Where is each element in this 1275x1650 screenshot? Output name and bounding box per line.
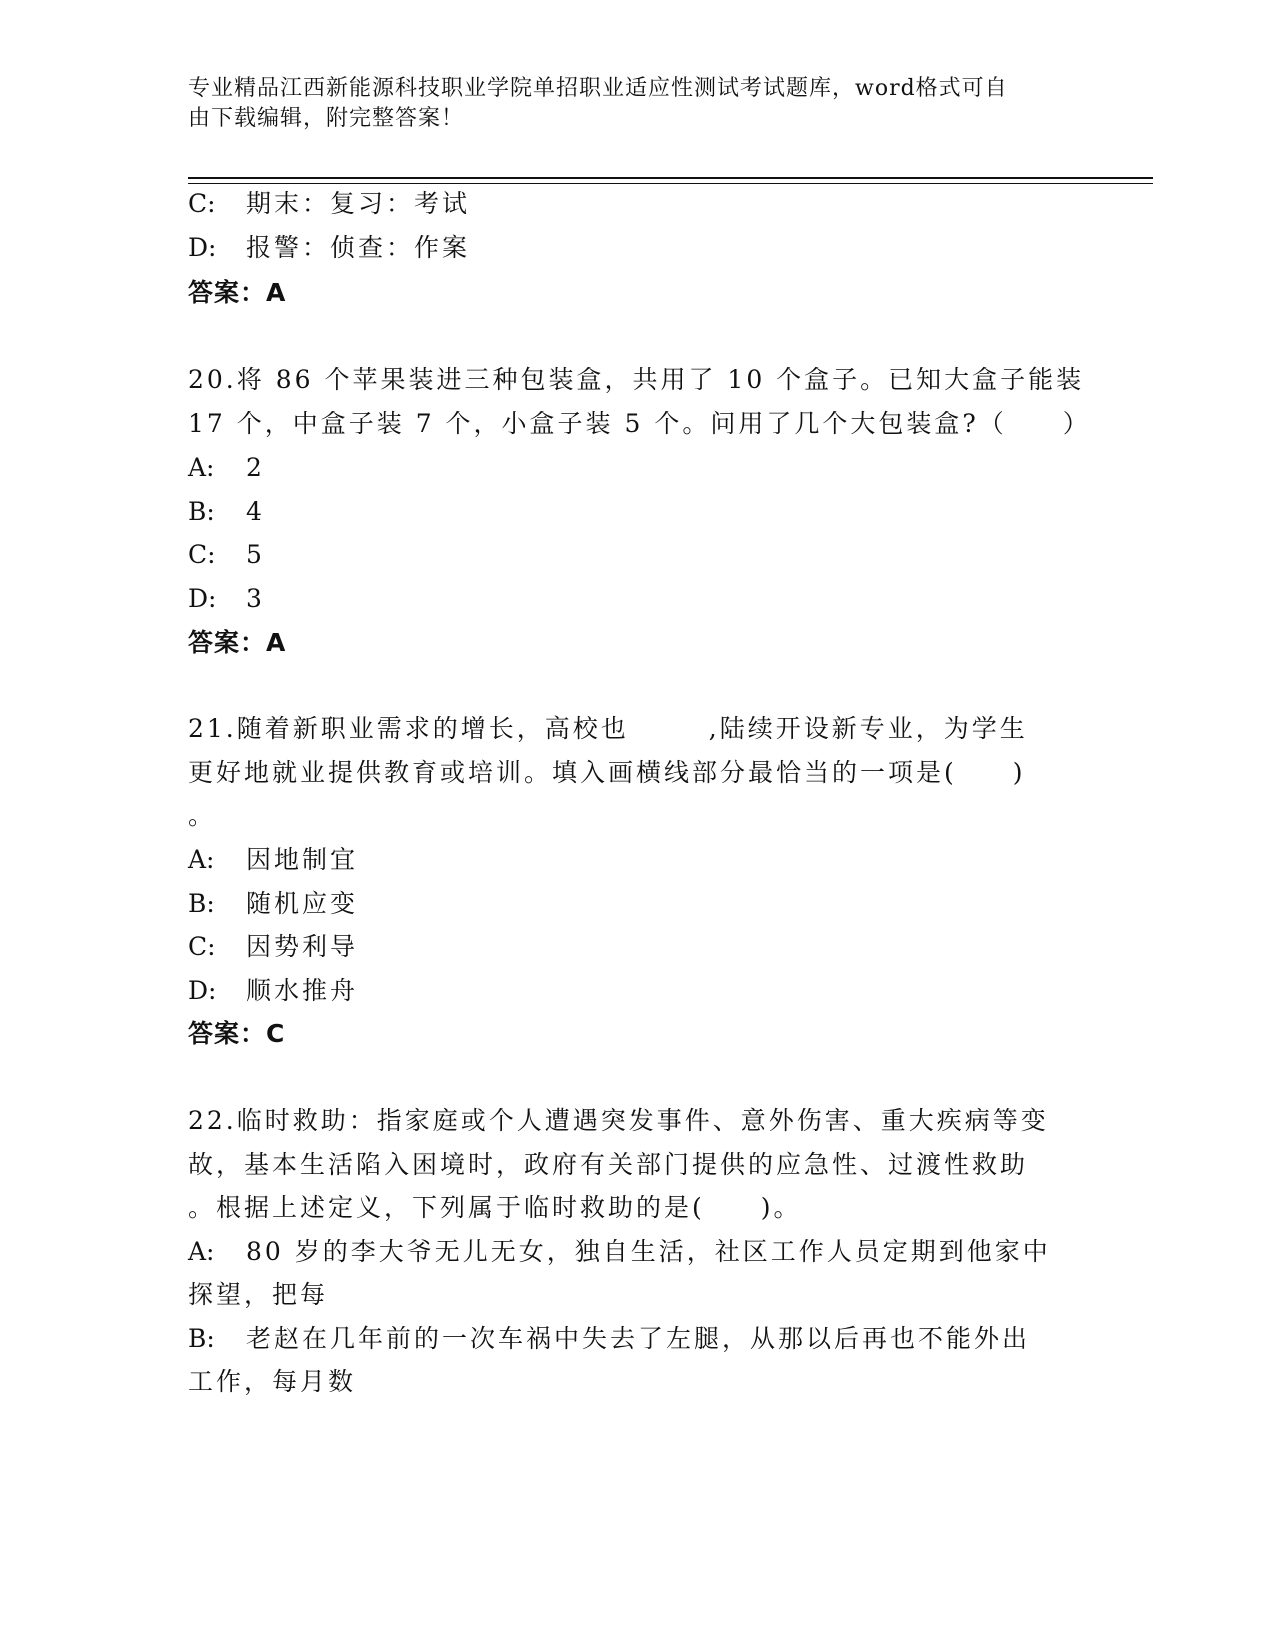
- q21-option-a: [188, 842, 1088, 878]
- q22-option-b-line-1: [188, 1321, 1088, 1357]
- q19-option-c: [188, 186, 1088, 222]
- q20-option-d: [188, 581, 1088, 617]
- document-header: [188, 74, 1068, 134]
- q22-option-a-line-1: [188, 1234, 1088, 1270]
- option-text: 5: [246, 540, 265, 569]
- option-text: 期末：复习：考试: [246, 189, 471, 218]
- q20-option-c: [188, 537, 1088, 573]
- q20-option-a: [188, 450, 1088, 486]
- q22-option-a-line-2: 探望，把每: [188, 1280, 329, 1309]
- option-key: D:: [188, 233, 217, 262]
- q21-stem-line-1: [188, 711, 1088, 747]
- q21-answer: 答案：C: [188, 1019, 286, 1048]
- q20-stem-line-1: 20.将 86 个苹果装进三种包装盒，共用了 10 个盒子。已知大盒子能装: [188, 365, 1085, 394]
- q21-stem-part-2: ,陆续开设新专业，为学生: [708, 714, 1028, 743]
- q22-stem-line-3: 。根据上述定义，下列属于临时救助的是( )。: [188, 1193, 802, 1222]
- q21-option-d: [188, 973, 1088, 1009]
- option-text: 2: [246, 453, 265, 482]
- option-text: 4: [246, 497, 265, 526]
- q21-stem-part-1: 21.随着新职业需求的增长，高校也: [188, 714, 629, 743]
- q21-stem-line-2: 更好地就业提供教育或培训。填入画横线部分最恰当的一项是( ): [188, 758, 1026, 787]
- option-key: C:: [188, 189, 216, 218]
- option-key: A:: [188, 453, 215, 482]
- option-text: 3: [246, 584, 265, 613]
- q21-option-b: [188, 886, 1088, 922]
- option-text: 因地制宜: [246, 845, 359, 874]
- q21-option-c: [188, 929, 1088, 965]
- q22-option-b-line-2: 工作，每月数: [188, 1367, 357, 1396]
- q19-answer: 答案：A: [188, 278, 287, 307]
- option-text: 老赵在几年前的一次车祸中失去了左腿，从那以后再也不能外出: [246, 1324, 1031, 1353]
- option-key: B:: [188, 1324, 215, 1353]
- q21-stem-line-3: 。: [188, 801, 217, 830]
- option-key: B:: [188, 889, 215, 918]
- q19-option-d: [188, 230, 1088, 266]
- option-text: 顺水推舟: [246, 976, 359, 1005]
- header-line-1: 专业精品江西新能源科技职业学院单招职业适应性测试考试题库，word格式可自: [188, 76, 1008, 101]
- q22-stem-line-1: 22.临时救助：指家庭或个人遭遇突发事件、意外伤害、重大疾病等变: [188, 1106, 1049, 1135]
- q20-answer: 答案：A: [188, 628, 287, 657]
- option-text: 随机应变: [246, 889, 359, 918]
- option-key: B:: [188, 497, 215, 526]
- option-key: C:: [188, 540, 216, 569]
- header-rule-thick: [188, 177, 1153, 179]
- option-key: D:: [188, 976, 217, 1005]
- q20-option-b: [188, 494, 1088, 530]
- q20-stem-line-2: 17 个，中盒子装 7 个，小盒子装 5 个。问用了几个大包装盒?（ ）: [188, 409, 1091, 438]
- option-text: 因势利导: [246, 932, 359, 961]
- q22-stem-line-2: 故，基本生活陷入困境时，政府有关部门提供的应急性、过渡性救助: [188, 1150, 1029, 1179]
- option-key: D:: [188, 584, 217, 613]
- option-text: 报警：侦查：作案: [246, 233, 471, 262]
- option-key: C:: [188, 932, 216, 961]
- option-text: 80 岁的李大爷无儿无女，独自生活，社区工作人员定期到他家中: [246, 1237, 1051, 1266]
- option-key: A:: [188, 1237, 215, 1266]
- header-line-2: 由下载编辑，附完整答案！: [188, 106, 465, 131]
- header-rule-thin: [188, 183, 1153, 184]
- option-key: A:: [188, 845, 215, 874]
